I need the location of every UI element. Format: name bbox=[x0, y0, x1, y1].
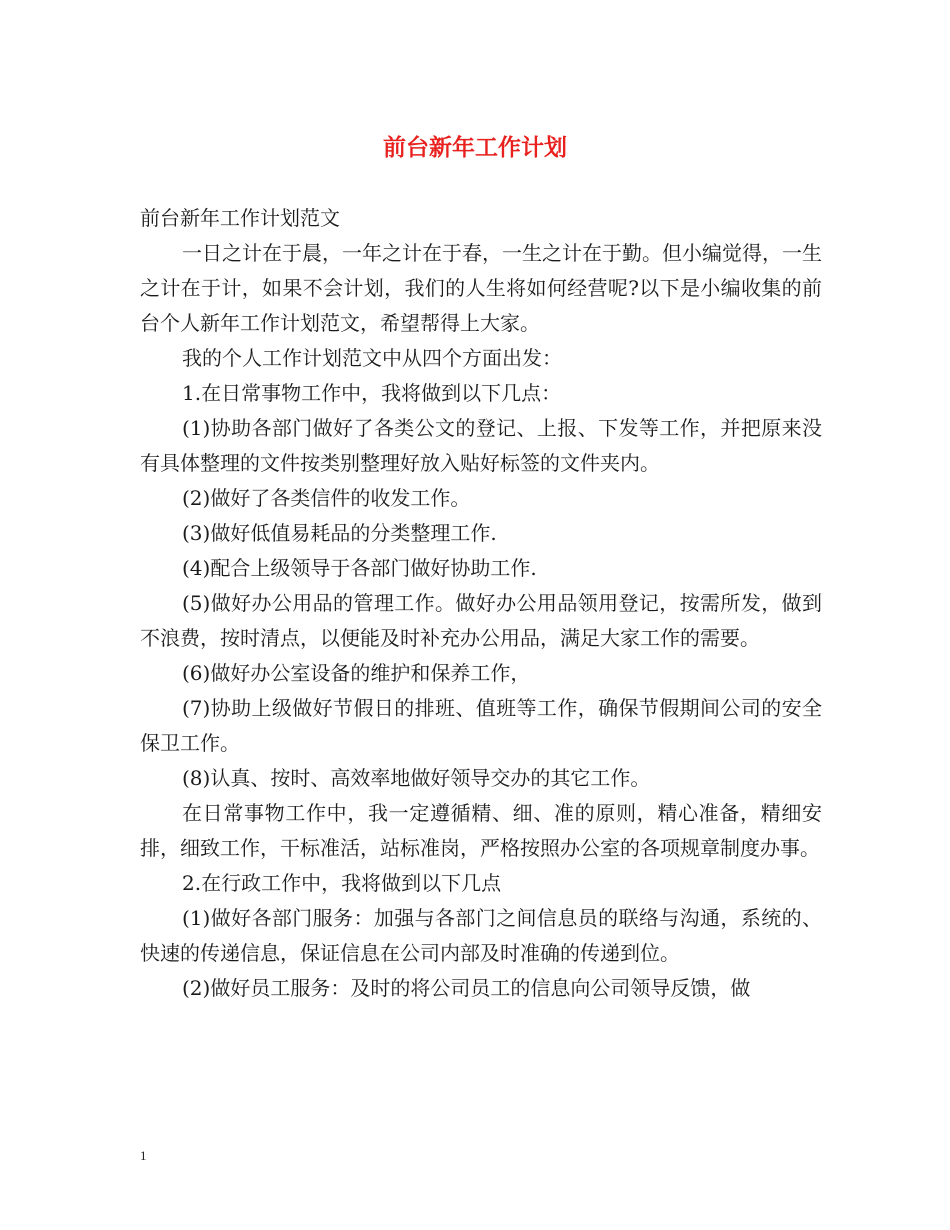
document-title: 前台新年工作计划 bbox=[383, 134, 567, 161]
paragraph: (1)做好各部门服务：加强与各部门之间信息员的联络与沟通，系统的、快速的传递信息，保证信息在公司内部及时准确的传递到位。 bbox=[140, 906, 822, 965]
paragraph: 1.在日常事物工作中，我将做到以下几点： bbox=[182, 381, 562, 405]
paragraph: 我的个人工作计划范文中从四个方面出发： bbox=[182, 346, 562, 370]
paragraph: (2)做好员工服务：及时的将公司员工的信息向公司领导反馈，做 bbox=[182, 976, 751, 1000]
paragraph: (6)做好办公室设备的维护和保养工作， bbox=[182, 661, 531, 685]
paragraph: 在日常事物工作中，我一定遵循精、细、准的原则，精心准备，精细安排，细致工作，干标准活，站标准岗，严格按照办公室的各项规章制度办事。 bbox=[140, 801, 822, 860]
paragraph: 前台新年工作计划范文 bbox=[140, 206, 340, 230]
paragraph: (5)做好办公用品的管理工作。做好办公用品领用登记，按需所发，做到不浪费，按时清点，以便能及时补充办公用品，满足大家工作的需要。 bbox=[140, 591, 822, 650]
paragraph: (8)认真、按时、高效率地做好领导交办的其它工作。 bbox=[182, 766, 651, 790]
paragraph: (3)做好低值易耗品的分类整理工作. bbox=[182, 521, 497, 545]
paragraph: 一日之计在于晨，一年之计在于春，一生之计在于勤。但小编觉得，一生之计在于计，如果不会计划，我们的人生将如何经营呢?以下是小编收集的前台个人新年工作计划范文，希望帮得上大家。 bbox=[140, 241, 822, 335]
page-number: 1 bbox=[140, 1148, 147, 1163]
paragraph: (2)做好了各类信件的收发工作。 bbox=[182, 486, 471, 510]
paragraph: 2.在行政工作中，我将做到以下几点 bbox=[182, 871, 502, 895]
document-body bbox=[140, 201, 822, 1006]
paragraph: (4)配合上级领导于各部门做好协助工作. bbox=[182, 556, 537, 580]
paragraph: (7)协助上级做好节假日的排班、值班等工作，确保节假期间公司的安全保卫工作。 bbox=[140, 696, 822, 755]
paragraph: (1)协助各部门做好了各类公文的登记、上报、下发等工作，并把原来没有具体整理的文件按类别整理好放入贴好标签的文件夹内。 bbox=[140, 416, 822, 475]
